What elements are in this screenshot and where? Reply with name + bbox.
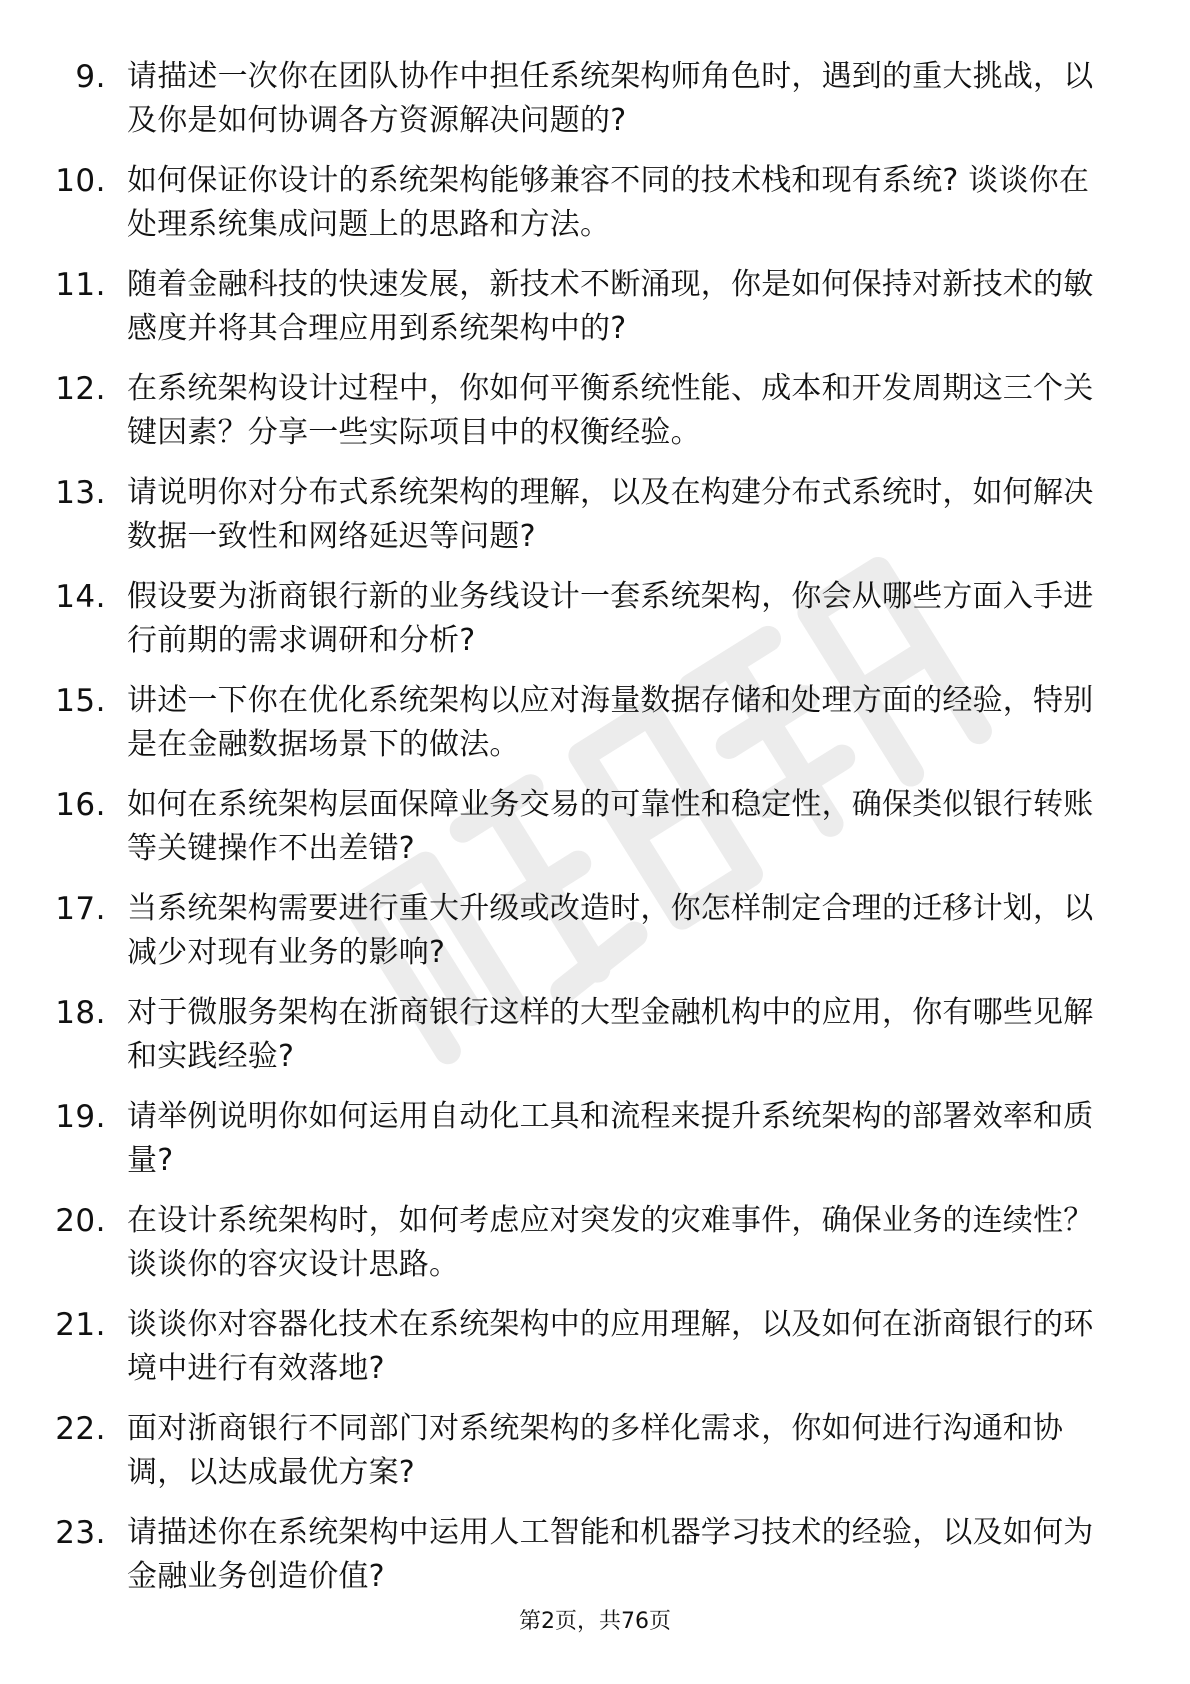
- question-text: 讲述一下你在优化系统架构以应对海量数据存储和处理方面的经验，特别是在金融数据场景下的做法。: [127, 683, 1094, 762]
- list-item: [0, 1407, 1190, 1511]
- question-number: 18.: [55, 995, 106, 1031]
- question-number: 19.: [55, 1099, 106, 1135]
- question-number: 9.: [75, 59, 106, 95]
- question-text: 谈谈你对容器化技术在系统架构中的应用理解，以及如何在浙商银行的环境中进行有效落地?: [127, 1307, 1094, 1386]
- list-item: [0, 367, 1190, 471]
- question-text: 请描述一次你在团队协作中担任系统架构师角色时，遇到的重大挑战，以及你是如何协调各方资源解决问题的?: [127, 59, 1094, 138]
- list-item: [0, 887, 1190, 991]
- list-item: [0, 55, 1190, 159]
- question-text: 面对浙商银行不同部门对系统架构的多样化需求，你如何进行沟通和协调，以达成最优方案?: [127, 1411, 1064, 1490]
- question-number: 15.: [55, 683, 106, 719]
- question-text: 如何保证你设计的系统架构能够兼容不同的技术栈和现有系统? 谈谈你在处理系统集成问题上的思路和方法。: [127, 163, 1090, 242]
- list-item: [0, 1199, 1190, 1303]
- question-text: 请描述你在系统架构中运用人工智能和机器学习技术的经验，以及如何为金融业务创造价值?: [127, 1515, 1094, 1594]
- page-footer: 第2页，共76页: [519, 1609, 671, 1634]
- question-text: 如何在系统架构层面保障业务交易的可靠性和稳定性，确保类似银行转账等关键操作不出差错?: [127, 787, 1094, 866]
- question-number: 16.: [55, 787, 106, 823]
- list-item: [0, 991, 1190, 1095]
- question-text: 随着金融科技的快速发展，新技术不断涌现，你是如何保持对新技术的敏感度并将其合理应用到系统架构中的?: [127, 267, 1094, 346]
- question-text: 请举例说明你如何运用自动化工具和流程来提升系统架构的部署效率和质量?: [127, 1099, 1094, 1178]
- list-item: [0, 575, 1190, 679]
- list-item: [0, 263, 1190, 367]
- question-text: 对于微服务架构在浙商银行这样的大型金融机构中的应用，你有哪些见解和实践经验?: [127, 995, 1094, 1074]
- question-number: 17.: [55, 891, 106, 927]
- question-text: 当系统架构需要进行重大升级或改造时，你怎样制定合理的迁移计划，以减少对现有业务的影响?: [127, 891, 1094, 970]
- question-number: 12.: [55, 371, 106, 407]
- question-number: 10.: [55, 163, 106, 199]
- question-number: 22.: [55, 1411, 106, 1447]
- list-item: [0, 1511, 1190, 1615]
- question-number: 23.: [55, 1515, 106, 1551]
- list-item: [0, 471, 1190, 575]
- question-list: [0, 55, 1190, 1615]
- list-item: [0, 159, 1190, 263]
- question-number: 21.: [55, 1307, 106, 1343]
- question-number: 20.: [55, 1203, 106, 1239]
- list-item: [0, 783, 1190, 887]
- list-item: [0, 1303, 1190, 1407]
- question-number: 14.: [55, 579, 106, 615]
- list-item: [0, 679, 1190, 783]
- question-text: 在设计系统架构时，如何考虑应对突发的灾难事件，确保业务的连续性？谈谈你的容灾设计思路。: [127, 1203, 1094, 1282]
- question-number: 11.: [55, 267, 106, 303]
- question-text: 在系统架构设计过程中，你如何平衡系统性能、成本和开发周期这三个关键因素？分享一些实际项目中的权衡经验。: [127, 371, 1094, 450]
- question-number: 13.: [55, 475, 106, 511]
- list-item: [0, 1095, 1190, 1199]
- question-text: 请说明你对分布式系统架构的理解，以及在构建分布式系统时，如何解决数据一致性和网络延迟等问题?: [127, 475, 1094, 554]
- question-text: 假设要为浙商银行新的业务线设计一套系统架构，你会从哪些方面入手进行前期的需求调研和分析?: [127, 579, 1094, 658]
